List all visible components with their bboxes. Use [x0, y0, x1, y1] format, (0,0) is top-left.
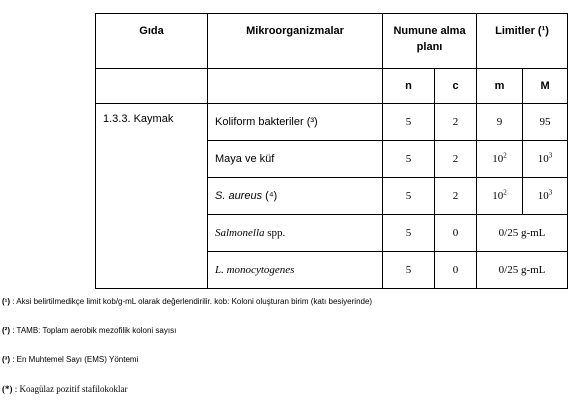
- m-cell: 9: [477, 104, 523, 141]
- header-limits-note: (¹): [537, 25, 549, 37]
- n-cell: 5: [383, 178, 435, 215]
- footnote-mark: (³): [2, 355, 10, 364]
- header-row-2: [96, 69, 568, 104]
- micro-cell: [208, 252, 383, 289]
- micro-cell: [208, 141, 383, 178]
- header-limits-label: Limitler: [495, 25, 535, 37]
- header-empty-food: [96, 69, 208, 104]
- c-cell: 0: [435, 215, 477, 252]
- m-base: 10: [492, 153, 504, 165]
- M-cell: [523, 178, 568, 215]
- m-exponent: 2: [503, 151, 507, 160]
- header-sampling-plan: [383, 14, 477, 69]
- n-cell: 5: [383, 141, 435, 178]
- footnote-4: [2, 384, 127, 394]
- micro-cell: [208, 104, 383, 141]
- footnote-mark: (¹): [2, 297, 10, 306]
- header-c: c: [435, 69, 477, 104]
- c-cell: 2: [435, 178, 477, 215]
- limit-cell: 0/25 g-mL: [477, 215, 568, 252]
- food-cell: [96, 104, 208, 289]
- footnote-text: : Koagülaz pozitif stafilokoklar: [12, 384, 128, 394]
- m-base: 10: [492, 190, 504, 202]
- M-base: 10: [537, 153, 549, 165]
- header-m: m: [477, 69, 523, 104]
- header-microorganisms: [208, 14, 383, 69]
- m-exponent: 2: [503, 188, 507, 197]
- limit-cell: 0/25 g-mL: [477, 252, 568, 289]
- header-sampling-plan-line2: planı: [416, 41, 443, 53]
- header-row-1: [96, 14, 568, 69]
- M-cell: 95: [523, 104, 568, 141]
- microbiological-criteria-table: [95, 13, 568, 289]
- footnote-3: [2, 355, 138, 364]
- header-sampling-plan-line1: Numune alma: [393, 25, 466, 37]
- header-n: n: [383, 69, 435, 104]
- footnote-text: : Aksi belirtilmedikçe limit kob/g-mL olarak değerlendirilir. kob: Koloni oluşturan birim (katı besiyerinde): [10, 297, 373, 306]
- c-cell: 0: [435, 252, 477, 289]
- footnote-mark: (*): [2, 384, 13, 394]
- header-limits: [477, 14, 568, 69]
- footnote-mark: (²): [2, 326, 10, 335]
- footnote-text: : En Muhtemel Sayı (EMS) Yöntemi: [10, 355, 139, 364]
- footnote-text: : TAMB: Toplam aerobik mezofilik koloni sayısı: [10, 326, 177, 335]
- M-base: 10: [537, 190, 549, 202]
- n-cell: 5: [383, 252, 435, 289]
- micro-name-rest: spp.: [264, 227, 286, 239]
- footnote-1: [2, 297, 372, 306]
- header-empty-micro: [208, 69, 383, 104]
- M-exponent: 3: [548, 151, 553, 160]
- micro-cell: [208, 215, 383, 252]
- header-microorganisms-label: Mikroorganizmalar: [246, 25, 344, 37]
- M-exponent: 3: [548, 188, 553, 197]
- footnote-2: [2, 326, 176, 335]
- micro-name: Maya ve küf: [215, 153, 275, 165]
- m-cell: [477, 178, 523, 215]
- micro-cell: [208, 178, 383, 215]
- n-cell: 5: [383, 215, 435, 252]
- c-cell: 2: [435, 141, 477, 178]
- micro-name: Koliform bakteriler: [215, 116, 304, 128]
- table-row: [96, 104, 568, 141]
- food-item-label: 1.3.3. Kaymak: [103, 113, 174, 125]
- n-cell: 5: [383, 104, 435, 141]
- header-food-label: Gıda: [139, 25, 164, 37]
- M-cell: [523, 141, 568, 178]
- c-cell: 2: [435, 104, 477, 141]
- micro-name: S. aureus: [215, 190, 263, 202]
- header-food: [96, 14, 208, 69]
- micro-name-italic: Salmonella: [215, 227, 265, 239]
- header-M: M: [523, 69, 568, 104]
- m-cell: [477, 141, 523, 178]
- micro-note: (³): [306, 116, 318, 128]
- micro-note: (⁴): [265, 190, 278, 202]
- micro-name: L. monocytogenes: [215, 264, 295, 276]
